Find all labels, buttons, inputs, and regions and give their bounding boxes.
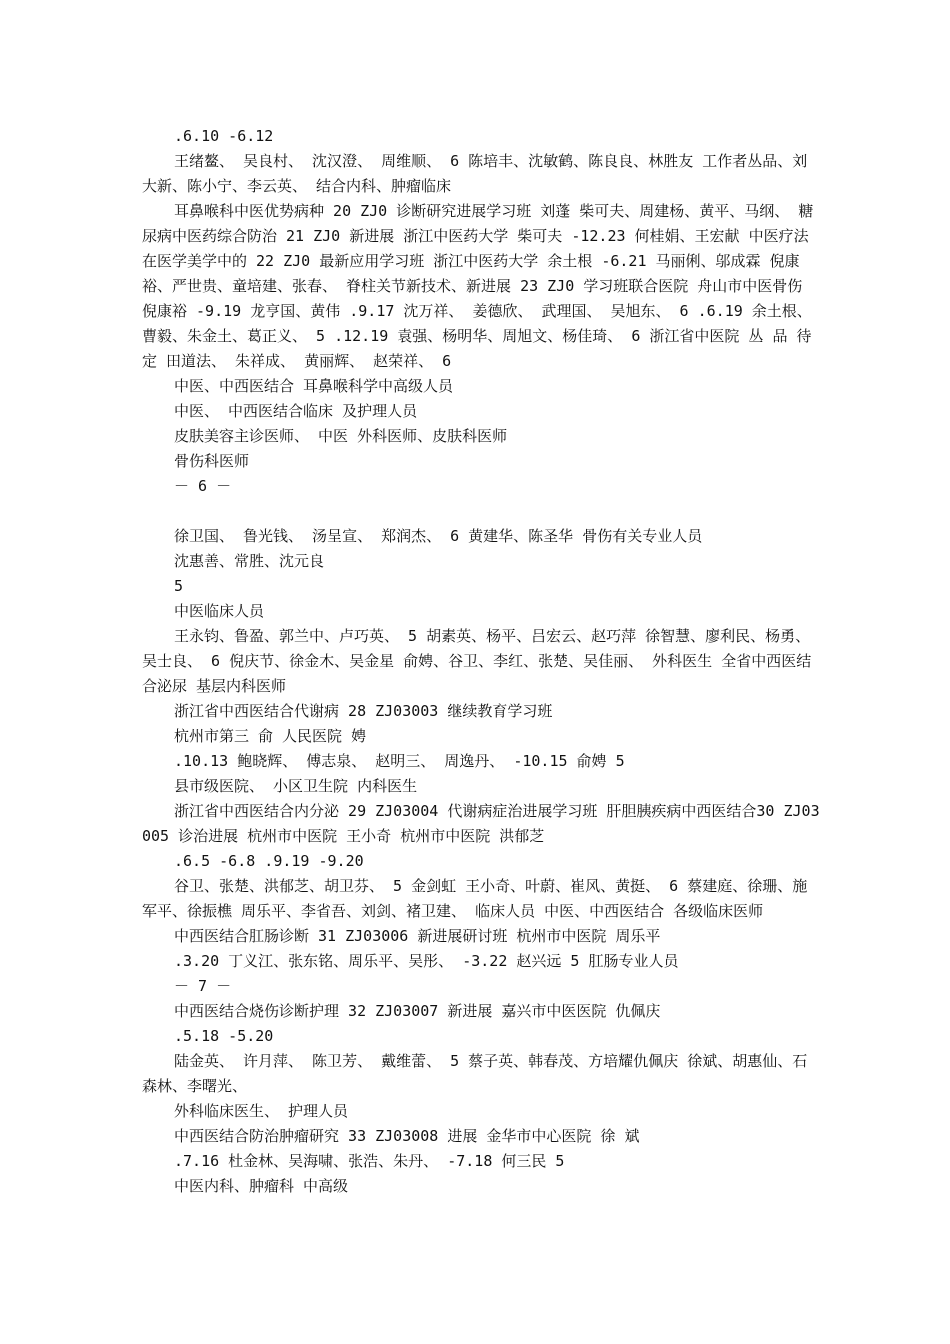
paragraph: .5.18 -5.20	[174, 1027, 274, 1045]
paragraph: 陆金英、 许月萍、 陈卫芳、 戴维蕾、 5 蔡子英、韩春茂、方培耀仇佩庆 徐斌、胡惠仙、石森林、李曙光、	[142, 1052, 808, 1095]
paragraph: 皮肤美容主诊医师、 中医 外科医师、皮肤科医师	[174, 427, 508, 445]
paragraph: 中医、中西医结合 耳鼻喉科学中高级人员	[174, 377, 454, 395]
paragraph: .6.5 -6.8 .9.19 -9.20	[174, 852, 364, 870]
paragraph: .10.13 鲍晓辉、 傅志泉、 赵明三、 周逸丹、 -10.15 俞娉 5	[174, 752, 625, 770]
paragraph: 杭州市第三 俞 人民医院 娉	[174, 727, 367, 745]
paragraph: 5	[174, 577, 184, 595]
paragraph: 中医临床人员	[174, 602, 265, 620]
page-number: － 7 －	[174, 977, 232, 995]
paragraph: 浙江省中西医结合代谢病 28 ZJ03003 继续教育学习班	[174, 702, 553, 720]
paragraph: 中西医结合烧伤诊断护理 32 ZJ03007 新进展 嘉兴市中医医院 仇佩庆	[174, 1002, 661, 1020]
page-number: － 6 －	[174, 477, 232, 495]
paragraph: 县市级医院、 小区卫生院 内科医生	[174, 777, 418, 795]
paragraph: .6.10 -6.12	[174, 127, 274, 145]
paragraph: 中医、 中西医结合临床 及护理人员	[174, 402, 418, 420]
paragraph: 中医内科、肿瘤科 中高级	[174, 1177, 349, 1195]
paragraph: 骨伤科医师	[174, 452, 250, 470]
paragraph: .3.20 丁义江、张东铭、周乐平、吴彤、 -3.22 赵兴远 5 肛肠专业人员	[174, 952, 679, 970]
paragraph: 中西医结合肛肠诊断 31 ZJ03006 新进展研讨班 杭州市中医院 周乐平	[174, 927, 661, 945]
paragraph: 浙江省中西医结合内分泌 29 ZJ03004 代谢病症治进展学习班 肝胆胰疾病中西医结合30 ZJ03005 诊治进展 杭州市中医院 王小奇 杭州市中医院 洪郁芝	[142, 802, 820, 845]
paragraph: 徐卫国、 鲁光钱、 汤呈宣、 郑润杰、 6 黄建华、陈圣华 骨伤有关专业人员	[174, 527, 703, 545]
paragraph: .7.16 杜金林、吴海啸、张浩、朱丹、 -7.18 何三民 5	[174, 1152, 565, 1170]
paragraph: 外科临床医生、 护理人员	[174, 1102, 349, 1120]
paragraph: 中西医结合防治肿瘤研究 33 ZJ03008 进展 金华市中心医院 徐 斌	[174, 1127, 640, 1145]
blank-line	[142, 499, 822, 524]
paragraph: 王永钧、鲁盈、郭兰中、卢巧英、 5 胡素英、杨平、吕宏云、赵巧萍 徐智慧、廖利民、杨勇、吴士良、 6 倪庆节、徐金木、吴金星 俞娉、谷卫、李红、张楚、吴佳丽、 外科医生 全省中西医结合泌尿 基层内科医师	[142, 627, 812, 695]
paragraph: 谷卫、张楚、洪郁芝、胡卫芬、 5 金剑虹 王小奇、叶蔚、崔风、黄挺、 6 蔡建庭、徐珊、施军平、徐振樵 周乐平、李省吾、刘剑、褚卫建、 临床人员 中医、中西医结合 各级临床医师	[142, 877, 808, 920]
document-body	[142, 124, 822, 1199]
paragraph: 耳鼻喉科中医优势病种 20 ZJ0 诊断研究进展学习班 刘蓬 柴可夫、周建杨、黄平、马纲、 糖尿病中医药综合防治 21 ZJ0 新进展 浙江中医药大学 柴可夫 -12.23 何桂娟、王宏献 中医疗法在医学美学中的 22 ZJ0 最新应用学习班 浙江中医药大学 余土根 -6.21 马丽俐、邬成霖 倪康裕、严世贵、童培建、张春、 脊柱关节新技术、新进展 23 ZJ0 学习班联合医院 舟山市中医骨伤 倪康裕 -9.19 龙亨国、黄伟 .9.17 沈万祥、 姜德欣、 武理国、 吴旭东、 6 .6.19 余土根、曹毅、朱金土、葛正义、 5 .12.19 袁强、杨明华、周旭文、杨佳琦、 6 浙江省中医院 丛 品 待定 田道法、 朱祥成、 黄丽辉、 赵荣祥、 6	[142, 202, 814, 370]
paragraph: 王绪鳌、 吴良村、 沈汉澄、 周维顺、 6 陈培丰、沈敏鹤、陈良良、林胜友 工作者丛品、刘大新、陈小宁、李云英、 结合内科、肿瘤临床	[142, 152, 808, 195]
paragraph: 沈惠善、常胜、沈元良	[174, 552, 325, 570]
